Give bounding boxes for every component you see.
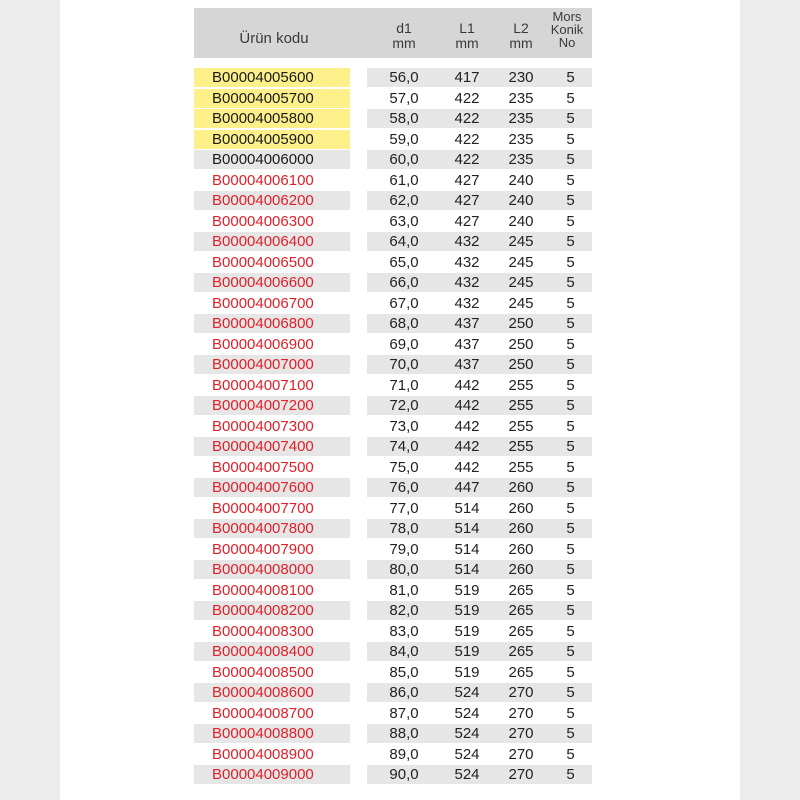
morse-taper-cell: 5 <box>549 622 592 641</box>
header-l1-label: L1 <box>459 20 475 36</box>
table-row <box>194 68 592 89</box>
l1-cell: 519 <box>441 642 493 661</box>
l2-cell: 255 <box>493 376 549 395</box>
l1-cell: 422 <box>441 89 493 108</box>
l1-cell: 437 <box>441 355 493 374</box>
table-row <box>194 171 592 192</box>
l2-cell: 260 <box>493 499 549 518</box>
d1-cell: 65,0 <box>367 253 441 272</box>
l2-cell: 235 <box>493 150 549 169</box>
morse-taper-cell: 5 <box>549 437 592 456</box>
morse-taper-cell: 5 <box>549 642 592 661</box>
l2-cell: 270 <box>493 683 549 702</box>
table-row <box>194 458 592 479</box>
l2-cell: 255 <box>493 417 549 436</box>
product-code-cell: B00004007300 <box>194 417 350 436</box>
l1-cell: 427 <box>441 212 493 231</box>
l2-cell: 255 <box>493 458 549 477</box>
l2-cell: 270 <box>493 765 549 784</box>
table-row <box>194 765 592 786</box>
morse-taper-cell: 5 <box>549 314 592 333</box>
table-row <box>194 294 592 315</box>
product-code-cell: B00004008900 <box>194 745 350 764</box>
l1-cell: 524 <box>441 724 493 743</box>
morse-taper-cell: 5 <box>549 519 592 538</box>
header-l2 <box>493 21 549 51</box>
l1-cell: 442 <box>441 417 493 436</box>
l1-cell: 422 <box>441 109 493 128</box>
header-mors-line1: Mors <box>552 9 582 24</box>
table-row <box>194 601 592 622</box>
table-row <box>194 745 592 766</box>
table-row <box>194 560 592 581</box>
d1-cell: 67,0 <box>367 294 441 313</box>
table-row <box>194 253 592 274</box>
table-row <box>194 581 592 602</box>
table-row <box>194 191 592 212</box>
d1-cell: 72,0 <box>367 396 441 415</box>
header-d1 <box>367 21 441 51</box>
morse-taper-cell: 5 <box>549 683 592 702</box>
table-row <box>194 335 592 356</box>
table-row <box>194 109 592 130</box>
morse-taper-cell: 5 <box>549 499 592 518</box>
d1-cell: 60,0 <box>367 150 441 169</box>
d1-cell: 59,0 <box>367 130 441 149</box>
l2-cell: 270 <box>493 745 549 764</box>
table-row <box>194 704 592 725</box>
table-row <box>194 622 592 643</box>
d1-cell: 87,0 <box>367 704 441 723</box>
product-code-cell: B00004007800 <box>194 519 350 538</box>
l1-cell: 514 <box>441 519 493 538</box>
d1-cell: 74,0 <box>367 437 441 456</box>
morse-taper-cell: 5 <box>549 171 592 190</box>
l2-cell: 250 <box>493 355 549 374</box>
header-d1-label: d1 <box>396 20 412 36</box>
l1-cell: 519 <box>441 663 493 682</box>
d1-cell: 56,0 <box>367 68 441 87</box>
morse-taper-cell: 5 <box>549 89 592 108</box>
l2-cell: 240 <box>493 171 549 190</box>
table-row <box>194 314 592 335</box>
product-table <box>194 8 592 783</box>
header-l1-unit: mm <box>455 35 479 51</box>
l2-cell: 255 <box>493 396 549 415</box>
l1-cell: 442 <box>441 396 493 415</box>
product-code-cell: B00004007900 <box>194 540 350 559</box>
morse-taper-cell: 5 <box>549 191 592 210</box>
d1-cell: 85,0 <box>367 663 441 682</box>
d1-cell: 73,0 <box>367 417 441 436</box>
product-code-cell: B00004005600 <box>194 68 350 87</box>
l1-cell: 524 <box>441 704 493 723</box>
table-row <box>194 376 592 397</box>
morse-taper-cell: 5 <box>549 581 592 600</box>
l1-cell: 514 <box>441 560 493 579</box>
table-row <box>194 499 592 520</box>
header-morse-taper-no <box>544 10 590 49</box>
d1-cell: 57,0 <box>367 89 441 108</box>
product-code-cell: B00004005900 <box>194 130 350 149</box>
table-row <box>194 540 592 561</box>
product-code-cell: B00004007200 <box>194 396 350 415</box>
morse-taper-cell: 5 <box>549 601 592 620</box>
morse-taper-cell: 5 <box>549 560 592 579</box>
l2-cell: 265 <box>493 663 549 682</box>
table-row <box>194 683 592 704</box>
morse-taper-cell: 5 <box>549 704 592 723</box>
d1-cell: 78,0 <box>367 519 441 538</box>
product-code-cell: B00004007700 <box>194 499 350 518</box>
morse-taper-cell: 5 <box>549 335 592 354</box>
l1-cell: 437 <box>441 314 493 333</box>
l2-cell: 260 <box>493 478 549 497</box>
morse-taper-cell: 5 <box>549 130 592 149</box>
d1-cell: 68,0 <box>367 314 441 333</box>
l1-cell: 427 <box>441 171 493 190</box>
l2-cell: 260 <box>493 560 549 579</box>
l2-cell: 270 <box>493 724 549 743</box>
product-code-cell: B00004007500 <box>194 458 350 477</box>
morse-taper-cell: 5 <box>549 376 592 395</box>
l1-cell: 514 <box>441 540 493 559</box>
product-code-cell: B00004006800 <box>194 314 350 333</box>
morse-taper-cell: 5 <box>549 109 592 128</box>
l2-cell: 245 <box>493 273 549 292</box>
morse-taper-cell: 5 <box>549 458 592 477</box>
product-code-cell: B00004006900 <box>194 335 350 354</box>
d1-cell: 79,0 <box>367 540 441 559</box>
l2-cell: 245 <box>493 232 549 251</box>
product-code-cell: B00004006700 <box>194 294 350 313</box>
morse-taper-cell: 5 <box>549 68 592 87</box>
d1-cell: 71,0 <box>367 376 441 395</box>
l2-cell: 235 <box>493 89 549 108</box>
table-row <box>194 642 592 663</box>
l1-cell: 524 <box>441 765 493 784</box>
d1-cell: 80,0 <box>367 560 441 579</box>
morse-taper-cell: 5 <box>549 724 592 743</box>
l1-cell: 442 <box>441 458 493 477</box>
table-row <box>194 519 592 540</box>
morse-taper-cell: 5 <box>549 417 592 436</box>
product-code-cell: B00004008300 <box>194 622 350 641</box>
morse-taper-cell: 5 <box>549 232 592 251</box>
l2-cell: 240 <box>493 212 549 231</box>
l2-cell: 260 <box>493 519 549 538</box>
product-code-cell: B00004006500 <box>194 253 350 272</box>
table-row <box>194 232 592 253</box>
l1-cell: 519 <box>441 622 493 641</box>
d1-cell: 64,0 <box>367 232 441 251</box>
product-code-cell: B00004008100 <box>194 581 350 600</box>
d1-cell: 75,0 <box>367 458 441 477</box>
l1-cell: 432 <box>441 253 493 272</box>
l2-cell: 235 <box>493 109 549 128</box>
morse-taper-cell: 5 <box>549 478 592 497</box>
l2-cell: 235 <box>493 130 549 149</box>
product-code-cell: B00004006300 <box>194 212 350 231</box>
morse-taper-cell: 5 <box>549 540 592 559</box>
product-code-cell: B00004006100 <box>194 171 350 190</box>
l2-cell: 255 <box>493 437 549 456</box>
table-row <box>194 150 592 171</box>
d1-cell: 69,0 <box>367 335 441 354</box>
d1-cell: 58,0 <box>367 109 441 128</box>
morse-taper-cell: 5 <box>549 150 592 169</box>
d1-cell: 84,0 <box>367 642 441 661</box>
l2-cell: 230 <box>493 68 549 87</box>
l1-cell: 514 <box>441 499 493 518</box>
d1-cell: 89,0 <box>367 745 441 764</box>
l2-cell: 245 <box>493 294 549 313</box>
header-d1-unit: mm <box>392 35 416 51</box>
d1-cell: 70,0 <box>367 355 441 374</box>
table-row <box>194 273 592 294</box>
morse-taper-cell: 5 <box>549 355 592 374</box>
l1-cell: 422 <box>441 130 493 149</box>
header-l2-unit: mm <box>509 35 533 51</box>
product-code-cell: B00004008700 <box>194 704 350 723</box>
table-row <box>194 89 592 110</box>
product-code-cell: B00004008500 <box>194 663 350 682</box>
morse-taper-cell: 5 <box>549 765 592 784</box>
l1-cell: 442 <box>441 437 493 456</box>
l1-cell: 519 <box>441 601 493 620</box>
header-l2-label: L2 <box>513 20 529 36</box>
l2-cell: 245 <box>493 253 549 272</box>
l2-cell: 250 <box>493 314 549 333</box>
table-body <box>194 68 592 786</box>
morse-taper-cell: 5 <box>549 396 592 415</box>
header-l1 <box>441 21 493 51</box>
l2-cell: 260 <box>493 540 549 559</box>
d1-cell: 90,0 <box>367 765 441 784</box>
d1-cell: 66,0 <box>367 273 441 292</box>
table-row <box>194 724 592 745</box>
d1-cell: 83,0 <box>367 622 441 641</box>
d1-cell: 61,0 <box>367 171 441 190</box>
d1-cell: 76,0 <box>367 478 441 497</box>
d1-cell: 77,0 <box>367 499 441 518</box>
table-row <box>194 417 592 438</box>
l1-cell: 427 <box>441 191 493 210</box>
l2-cell: 250 <box>493 335 549 354</box>
morse-taper-cell: 5 <box>549 253 592 272</box>
product-code-cell: B00004007100 <box>194 376 350 395</box>
header-mors-line3: No <box>558 35 576 50</box>
table-header <box>194 8 592 58</box>
l1-cell: 437 <box>441 335 493 354</box>
d1-cell: 86,0 <box>367 683 441 702</box>
product-code-cell: B00004008600 <box>194 683 350 702</box>
l2-cell: 265 <box>493 601 549 620</box>
product-code-cell: B00004006400 <box>194 232 350 251</box>
l1-cell: 432 <box>441 294 493 313</box>
l1-cell: 519 <box>441 581 493 600</box>
l1-cell: 524 <box>441 745 493 764</box>
l1-cell: 432 <box>441 273 493 292</box>
header-mors-line2: Konik <box>550 22 584 37</box>
d1-cell: 63,0 <box>367 212 441 231</box>
morse-taper-cell: 5 <box>549 294 592 313</box>
d1-cell: 62,0 <box>367 191 441 210</box>
table-row <box>194 663 592 684</box>
l2-cell: 270 <box>493 704 549 723</box>
l2-cell: 265 <box>493 581 549 600</box>
product-code-cell: B00004005800 <box>194 109 350 128</box>
product-code-cell: B00004008000 <box>194 560 350 579</box>
l1-cell: 442 <box>441 376 493 395</box>
product-code-cell: B00004009000 <box>194 765 350 784</box>
l1-cell: 432 <box>441 232 493 251</box>
product-code-cell: B00004008400 <box>194 642 350 661</box>
l2-cell: 265 <box>493 622 549 641</box>
product-code-cell: B00004007600 <box>194 478 350 497</box>
table-row <box>194 396 592 417</box>
d1-cell: 81,0 <box>367 581 441 600</box>
table-row <box>194 130 592 151</box>
morse-taper-cell: 5 <box>549 663 592 682</box>
l1-cell: 524 <box>441 683 493 702</box>
l2-cell: 265 <box>493 642 549 661</box>
l1-cell: 417 <box>441 68 493 87</box>
morse-taper-cell: 5 <box>549 212 592 231</box>
table-row <box>194 478 592 499</box>
product-code-cell: B00004007000 <box>194 355 350 374</box>
l1-cell: 447 <box>441 478 493 497</box>
product-code-cell: B00004007400 <box>194 437 350 456</box>
table-row <box>194 355 592 376</box>
d1-cell: 82,0 <box>367 601 441 620</box>
product-code-cell: B00004008200 <box>194 601 350 620</box>
product-code-cell: B00004006000 <box>194 150 350 169</box>
morse-taper-cell: 5 <box>549 273 592 292</box>
product-code-cell: B00004006600 <box>194 273 350 292</box>
d1-cell: 88,0 <box>367 724 441 743</box>
morse-taper-cell: 5 <box>549 745 592 764</box>
document-page <box>60 0 740 800</box>
l2-cell: 240 <box>493 191 549 210</box>
header-product-code: Ürün kodu <box>239 30 309 47</box>
product-code-cell: B00004005700 <box>194 89 350 108</box>
table-row <box>194 437 592 458</box>
product-code-cell: B00004006200 <box>194 191 350 210</box>
table-row <box>194 212 592 233</box>
l1-cell: 422 <box>441 150 493 169</box>
product-code-cell: B00004008800 <box>194 724 350 743</box>
